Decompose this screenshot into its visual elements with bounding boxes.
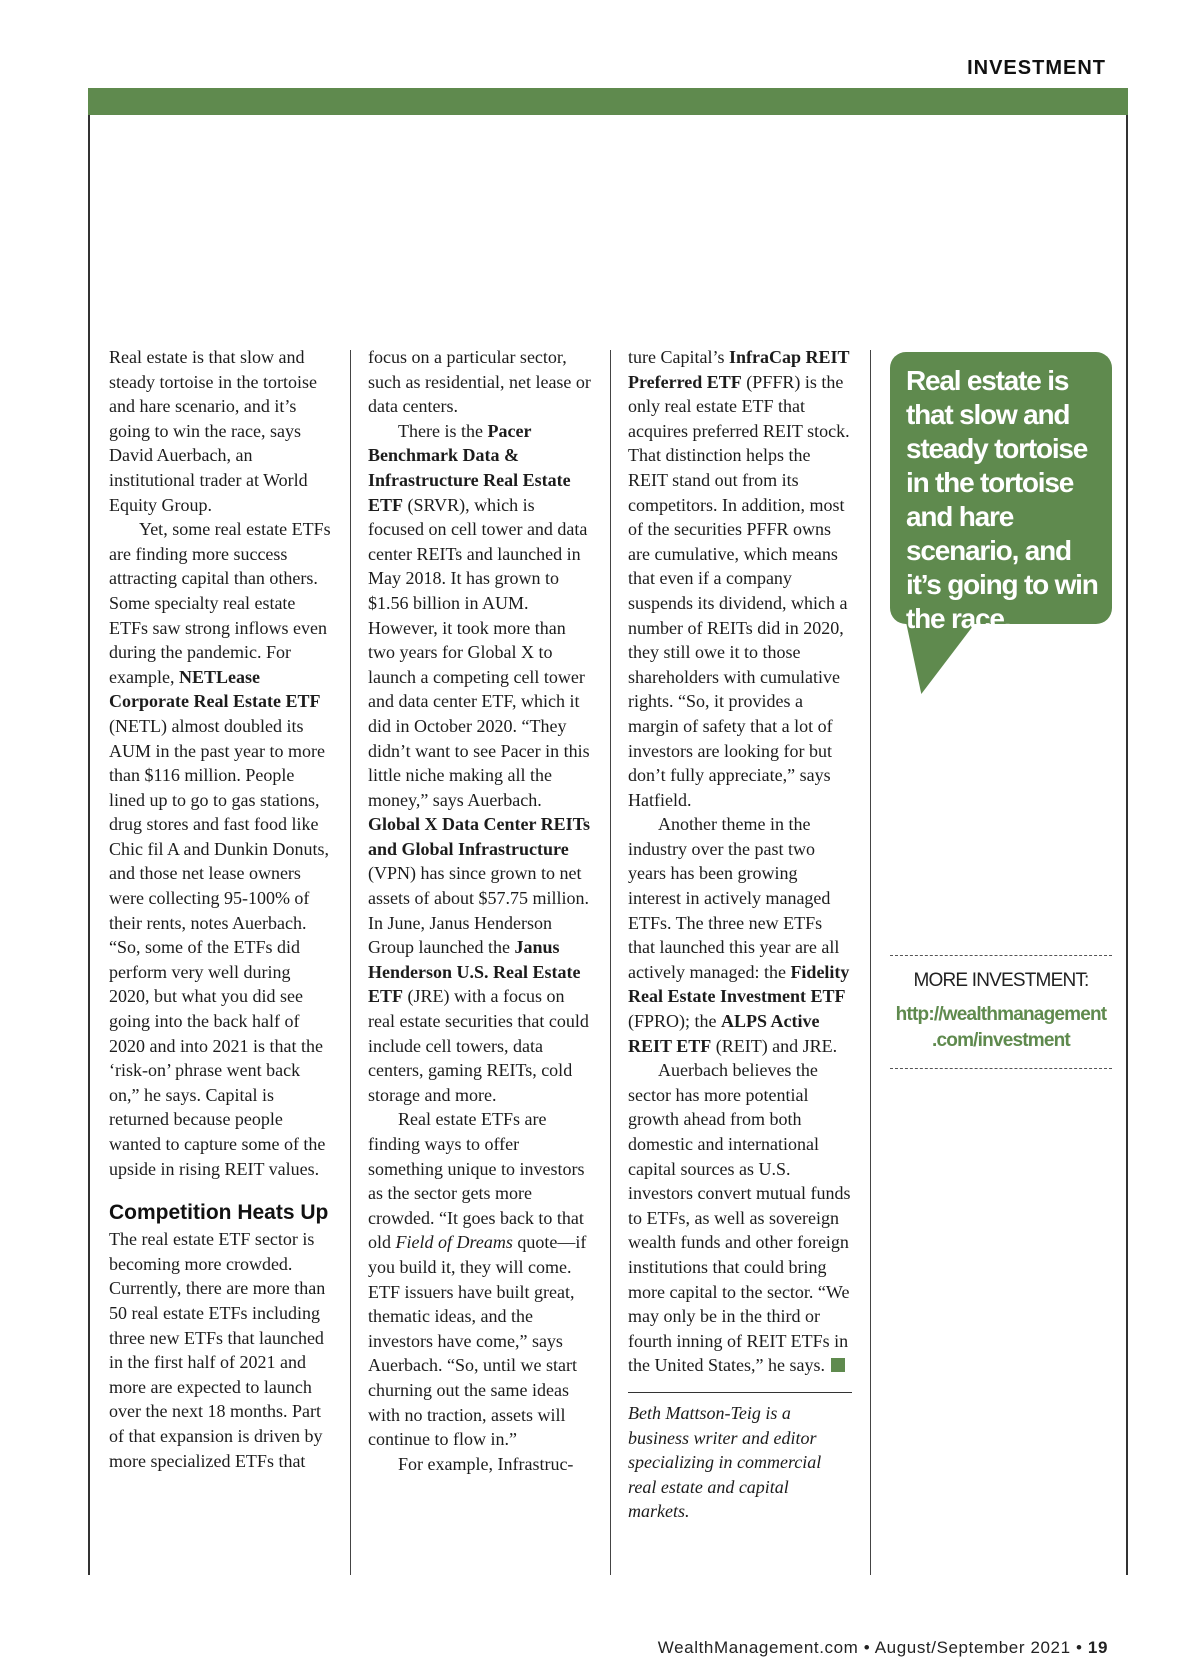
page-number: 19 [1087, 1638, 1108, 1657]
fund-name: Fidelity Real Estate Investment ETF [628, 961, 850, 1007]
page-footer [658, 1638, 1108, 1658]
section-label: INVESTMENT [967, 57, 1106, 79]
fund-name: InfraCap REIT Preferred ETF [628, 347, 850, 392]
right-border [1126, 115, 1128, 1575]
article-column-1 [109, 345, 333, 1473]
article-column-3 [628, 345, 852, 1524]
fund-name: Global X Data Center REITs and Global Infrastructure [368, 814, 591, 859]
paragraph: Yet, some real estate ETFs are finding more success attracting capital than others. Some specialty real estate ETFs saw strong inflows even during the pandemic. For example, NETLease Corporate Real Estate ETF (NETL) almost doubled its AUM in the past year to more than $116 million. People lined up to go to gas stations, drug stores and fast food like Chic fil A and Dunkin Donuts, and those net lease owners were collecting 95-100% of their rents, notes Auerbach. “So, some of the ETFs did perform very well during 2020, but what you did see going into the back half of 2020 and into 2021 is that the ‘risk-on’ phrase went back on,” he says. Capital is returned because people wanted to capture some of the upside in rising REIT values. [109, 519, 331, 1179]
paragraph: Auerbach believes the sector has more potential growth ahead from both domestic and international capital sources as U.S. investors convert mutual funds to ETFs, as well as sovereign wealth funds and other foreign institutions that could bring more capital to the sector. “We may only be in the third or fourth inning of REIT ETFs in the United States,” he says. [628, 1060, 851, 1376]
column-divider [350, 350, 351, 1575]
more-investment-box [890, 955, 1112, 1069]
left-border [88, 115, 90, 1575]
more-investment-label: MORE INVESTMENT: [913, 970, 1089, 991]
column-divider [870, 350, 871, 1575]
paragraph: Another theme in the industry over the past two years has been growing interest in actively managed ETFs. The three new ETFs that launched this year are all actively managed: the Fidelity Real Estate Investment ETF (FPRO); the ALPS Active REIT ETF (REIT) and JRE. [628, 814, 850, 1056]
paragraph: focus on a particular sector, such as residential, net lease or data centers. [368, 347, 591, 417]
fund-name: Janus Henderson U.S. Real Estate ETF [368, 937, 581, 1007]
paragraph: The real estate ETF sector is becoming more crowded. Currently, there are more than 50 real estate ETFs including three new ETFs that launched in the first half of 2021 and more are expected to launch over the next 18 months. Part of that expansion is driven by more specialized ETFs that [109, 1229, 326, 1471]
footer-issue: August/September 2021 [874, 1638, 1071, 1657]
header-bar [88, 88, 1128, 115]
footer-separator: • [863, 1638, 871, 1657]
fund-name: NETLease Corporate Real Estate ETF [109, 666, 321, 712]
article-column-2 [368, 345, 592, 1476]
paragraph: Real estate is that slow and steady tortoise in the tortoise and hare scenario, and it’s going to win the race, says David Auerbach, an institutional trader at World Equity Group. [109, 347, 317, 515]
paragraph: ture Capital’s InfraCap REIT Preferred ETF (PFFR) is the only real estate ETF that acquires preferred REIT stock. That distinction helps the REIT stand out from its competitors. In addition, most of the securities PFFR owns are cumulative, which means that even if a company suspends its dividend, which a number of REITs did in 2020, they still owe it to those shareholders with cumulative rights. “So, it provides a margin of safety that a lot of investors are looking for but don’t fully appreciate,” says Hatfield. [628, 347, 850, 810]
pullquote-text: Real estate is that slow and steady tortoise in the tortoise and hare scenario, and it’s going to win the race. [906, 365, 1098, 634]
paragraph: There is the Pacer Benchmark Data & Infrastructure Real Estate ETF (SRVR), which is focused on cell tower and data center REITs and launched in May 2018. It has grown to $1.56 billion in AUM. However, it took more than two years for Global X to launch a competing cell tower and data center ETF, which it did in October 2020. “They didn’t want to see Pacer in this little niche making all the money,” says Auerbach. Global X Data Center REITs and Global Infrastructure (VPN) has since grown to net assets of about $57.75 million. In June, Janus Henderson Group launched the Janus Henderson U.S. Real Estate ETF (JRE) with a focus on real estate securities that could include cell towers, data centers, gaming REITs, cold storage and more. [368, 420, 591, 1105]
more-investment-link[interactable]: http://wealthmanagement .com/investment [895, 1004, 1107, 1051]
subheading: Competition Heats Up [109, 1201, 329, 1225]
paragraph: For example, Infrastruc- [398, 1453, 574, 1474]
column-divider [610, 350, 611, 1575]
footer-site: WealthManagement.com [657, 1638, 859, 1657]
paragraph: Real estate ETFs are finding ways to offer something unique to investors as the sector gets more crowded. “It goes back to that old Field of Dreams quote—if you build it, they will come. ETF issuers have built great, thematic ideas, and the investors have come,” says Auerbach. “So, until we start churning out the same ideas with no traction, assets will continue to flow in.” [368, 1109, 587, 1450]
end-mark-icon [831, 1358, 845, 1372]
author-byline: Beth Mattson-Teig is a business writer and editor specializing in commercial real estate and capital markets. [628, 1402, 822, 1522]
footer-separator: • [1076, 1638, 1083, 1657]
film-title: Field of Dreams [395, 1232, 513, 1253]
fund-name: ALPS Active REIT ETF [628, 1011, 820, 1056]
byline-divider [628, 1392, 852, 1393]
fund-name: Pacer Benchmark Data & Infrastructure Real Estate ETF [368, 420, 571, 515]
